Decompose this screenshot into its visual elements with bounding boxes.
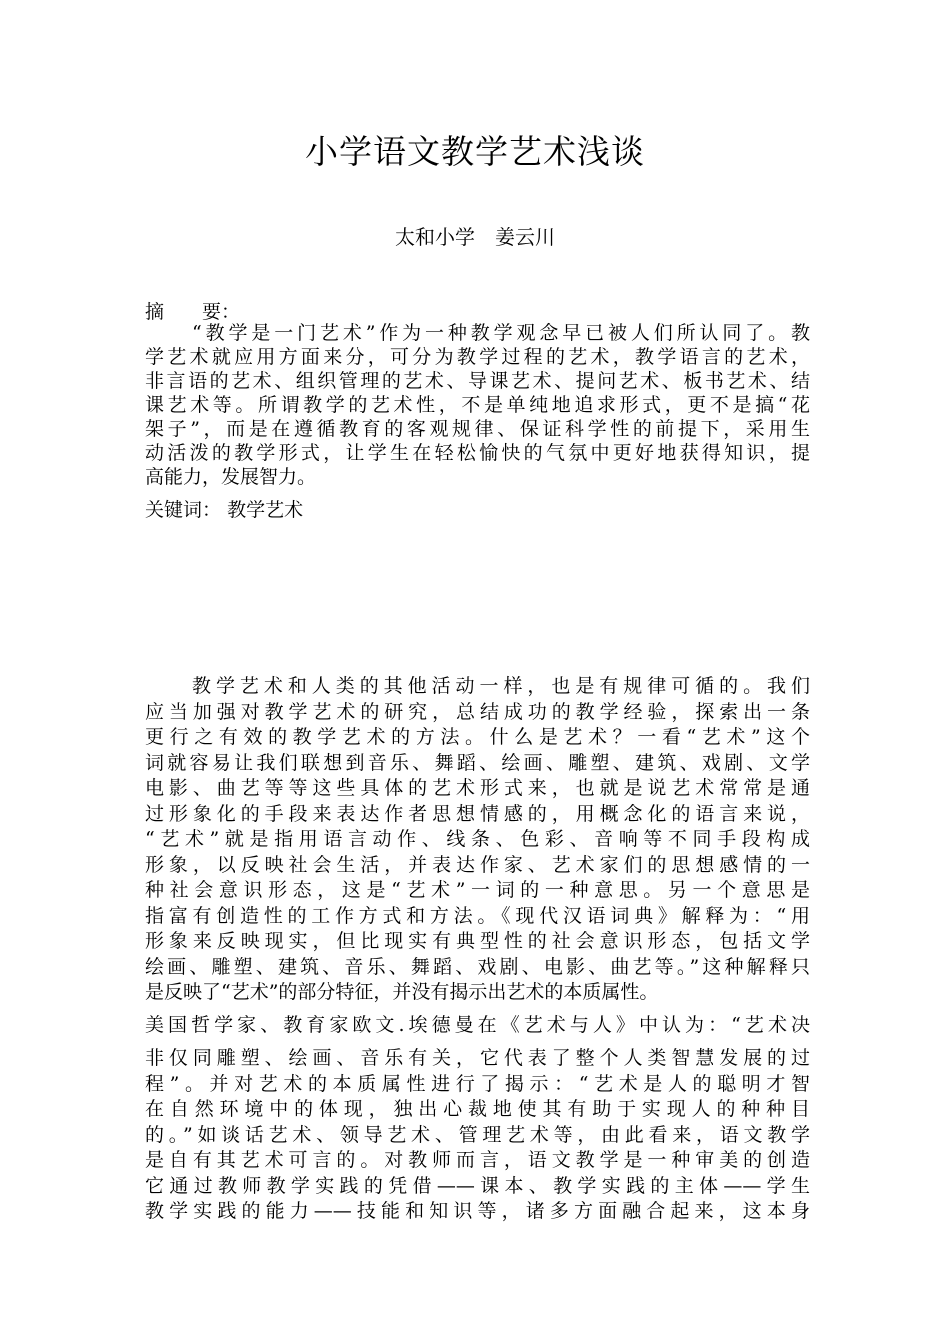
body-paragraph-1 — [145, 674, 810, 1006]
body-line: 绘画、雕塑、建筑、音乐、舞蹈、戏剧、电影、曲艺等。”这种解释只 — [145, 955, 810, 978]
body-line: 电影、曲艺等等这些具体的艺术形式来，也就是说艺术常常是通 — [145, 777, 810, 799]
body-line: 过形象化的手段来表达作者思想情感的，用概念化的语言来说， — [145, 802, 810, 825]
body-line: 教学艺术和人类的其他活动一样，也是有规律可循的。我们 — [192, 675, 810, 697]
body-line: 更行之有效的教学艺术的方法。什么是艺术？一看“艺术”这个 — [145, 726, 810, 748]
body-line: 它通过教师教学实践的凭借——课本、教学实践的主体——学生 — [145, 1174, 810, 1197]
body-line: 种社会意识形态，这是“艺术”一词的一种意思。另一个意思是 — [145, 879, 810, 901]
body-line: 的。”如谈话艺术、领导艺术、管理艺术等，由此看来，语文教学 — [145, 1123, 810, 1146]
abstract-label: 摘 要： — [145, 301, 241, 323]
body-line: 教学实践的能力——技能和知识等，诸多方面融合起来，这本身 — [145, 1200, 810, 1222]
abstract-line: “教学是一门艺术”作为一种教学观念早已被人们所认同了。教 — [192, 322, 810, 344]
abstract-line: 非言语的艺术、组织管理的艺术、导课艺术、提问艺术、板书艺术、结 — [145, 370, 810, 392]
body-line: 非仅同雕塑、绘画、音乐有关，它代表了整个人类智慧发展的过 — [145, 1047, 810, 1069]
body-line: 形象来反映现实，但比现实有典型性的社会意识形态，包括文学 — [145, 930, 810, 952]
body-line: 在自然环境中的体现，独出心裁地使其有助于实现人的种种目 — [145, 1098, 810, 1120]
body-line: 应当加强对教学艺术的研究，总结成功的教学经验，探索出一条 — [145, 700, 810, 723]
body-line: 形象，以反映社会生活，并表达作家、艺术家们的思想感情的一 — [145, 853, 810, 876]
abstract-body — [145, 321, 810, 489]
body-line: 词就容易让我们联想到音乐、舞蹈、绘画、雕塑、建筑、戏剧、文学 — [145, 751, 810, 774]
body-line: 美国哲学家、教育家欧文.埃德曼在《艺术与人》中认为：“艺术决 — [145, 1014, 810, 1036]
body-line: “艺术”就是指用语言动作、线条、色彩、音响等不同手段构成 — [145, 828, 810, 850]
abstract-line: 架子”，而是在遵循教育的客观规律、保证科学性的前提下，采用生 — [145, 418, 810, 440]
body-line: 指富有创造性的工作方式和方法。《现代汉语词典》解释为：“用 — [145, 904, 810, 927]
abstract-line: 学艺术就应用方面来分，可分为教学过程的艺术，教学语言的艺术， — [145, 346, 810, 368]
body-paragraph-2 — [145, 1046, 810, 1225]
body-line: 是反映了“艺术”的部分特征，并没有揭示出艺术的本质属性。 — [145, 981, 659, 1003]
abstract-line: 动活泼的教学形式，让学生在轻松愉快的气氛中更好地获得知识，提 — [145, 442, 810, 464]
page-title: 小学语文教学艺术浅谈 — [305, 132, 645, 171]
keywords-value: 教学艺术 — [227, 499, 304, 521]
body-line: 是自有其艺术可言的。对教师而言，语文教学是一种审美的创造 — [145, 1149, 810, 1171]
author-line: 太和小学 姜云川 — [395, 225, 555, 249]
abstract-line: 课艺术等。所谓教学的艺术性，不是单纯地追求形式，更不是搞“花 — [145, 394, 810, 416]
body-paragraph-2-first-line — [145, 1012, 810, 1038]
body-line: 程”。并对艺术的本质属性进行了揭示：“艺术是人的聪明才智 — [145, 1072, 810, 1095]
keywords — [145, 497, 303, 523]
abstract-line: 高能力，发展智力。 — [145, 466, 317, 488]
keywords-label: 关键词： — [145, 499, 222, 521]
